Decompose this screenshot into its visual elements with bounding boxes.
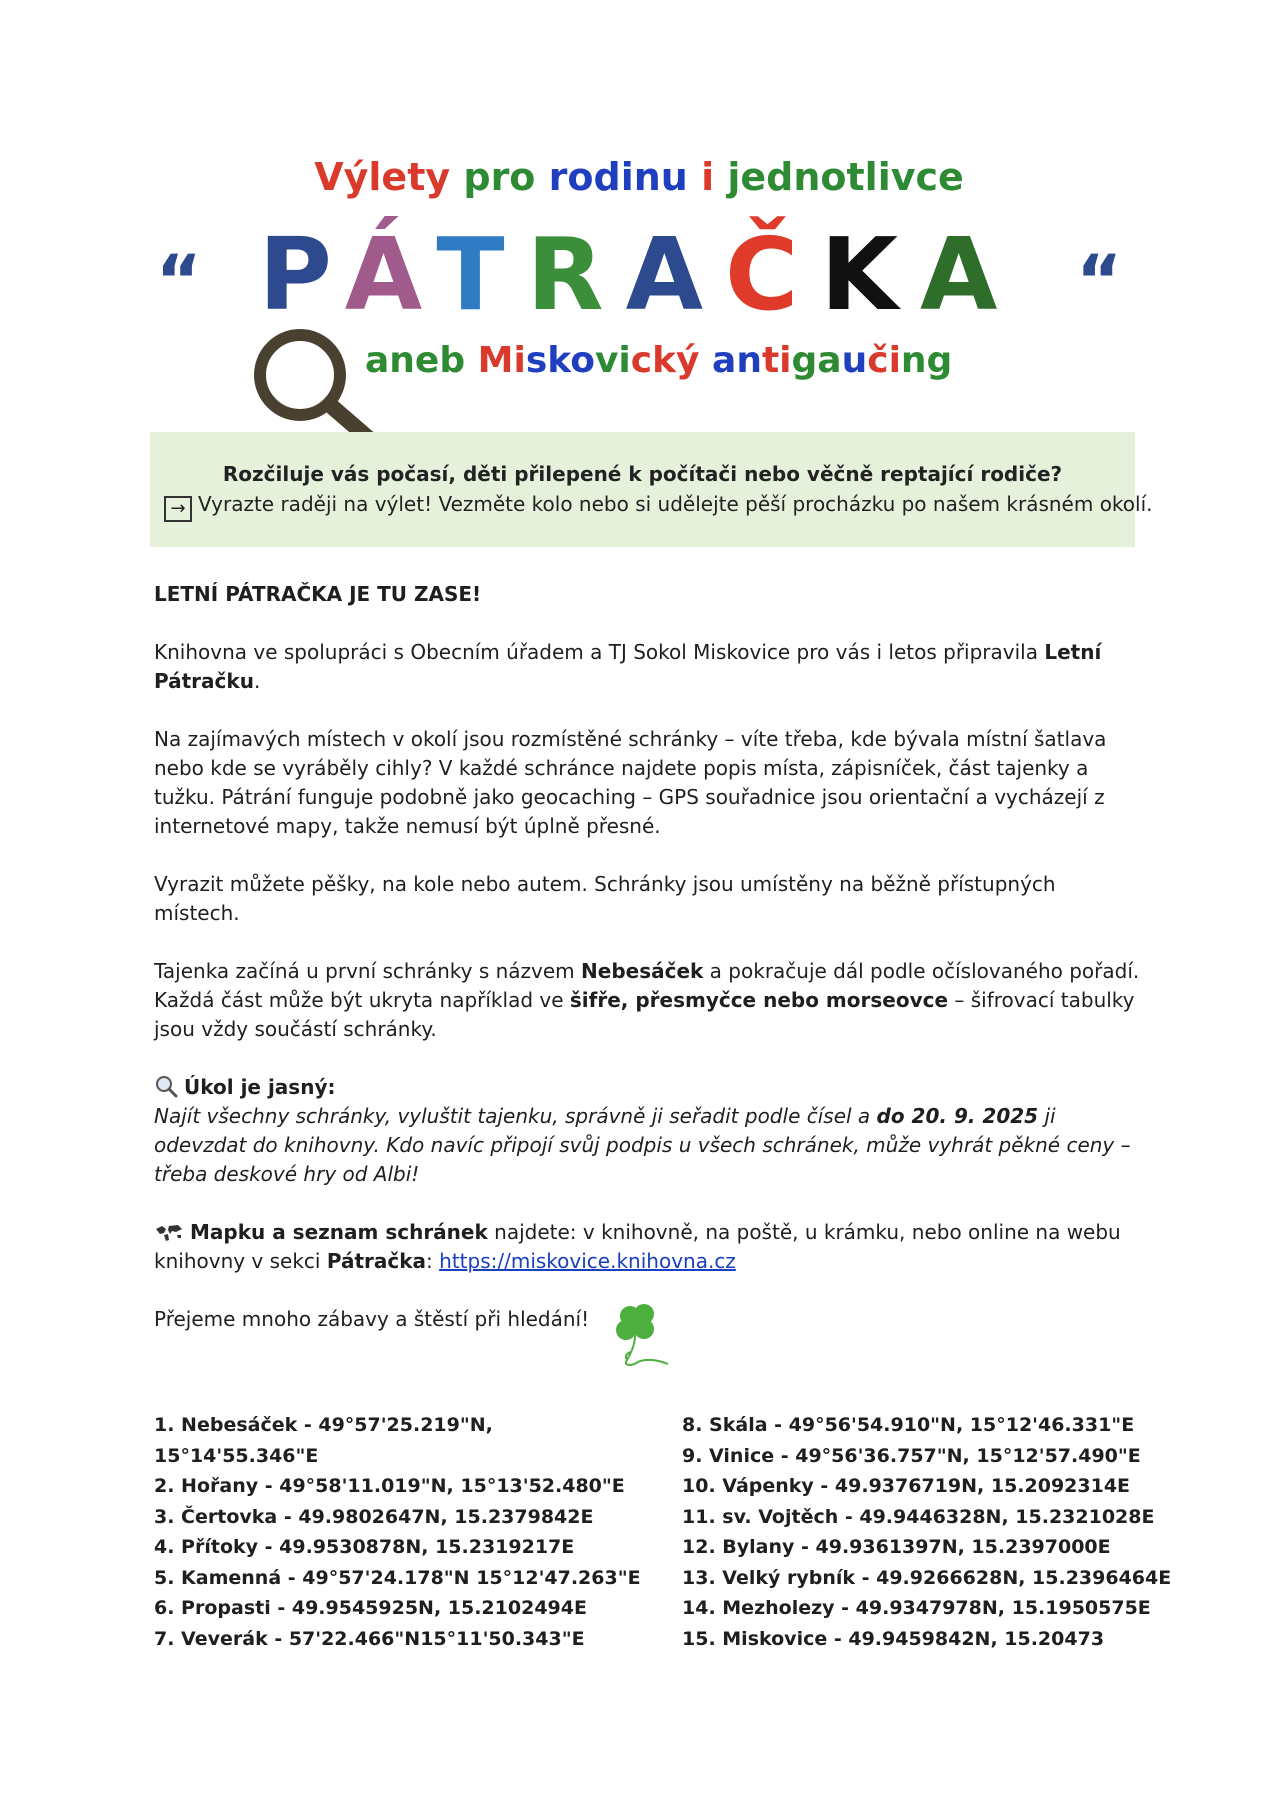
puzzle-text-c: a pokračuje dál podle očíslovaného pořadí. Každá část může být ukryta například ve [154, 959, 1140, 1012]
box-list-item: 15. Miskovice - 49.9459842N, 15.20473 [682, 1627, 1105, 1650]
paragraph-wish: Přejeme mnoho zábavy a štěstí při hledání! [154, 1307, 590, 1331]
box-list-item: 4. Přítoky - 49.9530878N, 15.2319217E [154, 1536, 575, 1558]
puzzle-text-a: Tajenka začíná u první schránky s názvem [154, 959, 582, 983]
subtitle-part: vi [594, 340, 631, 381]
paragraph-map [154, 1218, 1144, 1276]
tagline-word: jednotlivce [714, 155, 964, 199]
title-letter: Č [725, 216, 821, 333]
box-list-item: 10. Vápenky - 49.9376719N, 15.2092314E [682, 1475, 1131, 1497]
box-list-item: 11. sv. Vojtěch - 49.9446328N, 15.2321028E [682, 1505, 1155, 1528]
title-letter: Á [344, 216, 437, 333]
paragraph-boxes: Na zajímavých místech v okolí jsou rozmístěné schránky – víte třeba, kde bývala místní šatlava nebo kde se vyráběly cihly? V každé schránce najdete popis místa, zápisníček, část tajenky a tužku. Pátrání funguje podobně jako geocaching – GPS souřadnice jsou orientační a vycházejí z internetové mapy, takže nemusí být úplně přesné. [154, 727, 1107, 838]
title-letter: K [820, 216, 920, 333]
tagline-word: Výlety [314, 155, 451, 199]
subtitle-part: u [841, 340, 868, 381]
subtitle-part: ga [791, 340, 842, 381]
subtitle-part: Mi [477, 340, 526, 381]
task-description [154, 1102, 1144, 1189]
task-deadline: do 20. 9. 2025 [876, 1104, 1039, 1128]
title-letters [259, 216, 1020, 333]
banner-line [164, 492, 1153, 522]
magnifier-icon [154, 1074, 178, 1098]
title-letter: R [526, 216, 626, 333]
box-list-item: 3. Čertovka - 49.9802647N, 15.2379842E [154, 1505, 594, 1528]
box-list-item: 6. Propasti - 49.9545925N, 15.2102494E [154, 1597, 587, 1619]
box-list-item: 8. Skála - 49°56'54.910"N, 15°12'46.331"E [682, 1414, 1135, 1436]
world-map-icon [154, 1223, 184, 1243]
paragraph-travel: Vyrazit můžete pěšky, na kole nebo autem. Schránky jsou umístěny na běžně přístupných místech. [154, 872, 1056, 925]
map-bold: Mapku a seznam schránek [190, 1220, 488, 1244]
puzzle-bold-d: šifře, přesmyčce nebo morseovce [569, 988, 949, 1012]
intro-bold: Letní Pátračku [154, 640, 1102, 693]
paragraph-intro [154, 638, 1144, 696]
task-title [154, 1073, 1144, 1102]
box-list-item: 12. Bylany - 49.9361397N, 15.2397000E [682, 1536, 1111, 1558]
section-heading: LETNÍ PÁTRAČKA JE TU ZASE! [154, 582, 482, 606]
box-list-item: 13. Velký rybník - 49.9266628N, 15.2396464E [682, 1566, 1172, 1589]
subtitle-part: ti [761, 340, 792, 381]
intro-text: Knihovna ve spolupráci s Obecním úřadem a TJ Sokol Miskovice pro vás i letos připravila [154, 640, 1045, 664]
right-arrow-box-icon: → [164, 496, 192, 522]
subtitle-part: sko [525, 340, 595, 381]
intro-end: . [253, 669, 261, 693]
subtitle-part: cký [630, 340, 713, 381]
paragraph-puzzle [154, 957, 1144, 1044]
tagline-word: pro [450, 155, 536, 199]
subtitle-part: ng [900, 340, 953, 381]
map-colon: : [426, 1249, 440, 1273]
title-letter: A [625, 216, 726, 333]
banner-question: Rozčiluje vás počasí, děti přilepené k počítači nebo věčně reptající rodiče? [222, 462, 1063, 486]
task-text-c: ji odevzdat do knihovny. Kdo navíc připojí svůj podpis u všech schránek, může vyhrát pěkné ceny – třeba deskové hry od Albi! [154, 1104, 1131, 1186]
title-letter: T [436, 216, 527, 333]
box-list-item: 1. Nebesáček - 49°57'25.219"N, 15°14'55.346"E [154, 1414, 493, 1467]
task-title-text: Úkol je jasný: [184, 1075, 336, 1099]
title-close-quote: “ [1076, 240, 1123, 322]
main-content [154, 580, 1144, 1363]
boxes-list-left [154, 1410, 654, 1654]
subtitle-part: an [712, 340, 762, 381]
puzzle-bold-b: Nebesáček [581, 959, 704, 983]
box-list-item: 7. Veverák - 57'22.466"N15°11'50.343"E [154, 1627, 585, 1650]
subtitle-part: aneb [365, 340, 478, 381]
map-section-name: Pátračka [326, 1249, 427, 1273]
box-list-item: 5. Kamenná - 49°57'24.178"N 15°12'47.263"E [154, 1566, 641, 1589]
puzzle-text-e: – šifrovací tabulky jsou vždy součástí schránky. [154, 988, 1135, 1041]
banner-text: Vyrazte raději na výlet! Vezměte kolo nebo si udělejte pěší procházku po našem krásném okolí. [198, 492, 1153, 516]
box-list-item: 9. Vinice - 49°56'36.757"N, 15°12'57.490"E [682, 1444, 1141, 1467]
tagline-word: rodinu [535, 155, 688, 199]
tagline-word: i [687, 155, 715, 199]
title-open-quote: “ [155, 240, 202, 322]
box-list-item: 14. Mezholezy - 49.9347978N, 15.1950575E [682, 1597, 1151, 1619]
intro-banner [150, 432, 1153, 547]
four-leaf-clover-icon [608, 1302, 674, 1372]
task-text-a: Najít všechny schránky, vyluštit tajenku, správně ji seřadit podle čísel a [154, 1104, 877, 1128]
page-title [0, 216, 1278, 333]
title-letter: P [258, 216, 345, 333]
header-tagline [0, 155, 1278, 199]
box-list-item: 2. Hořany - 49°58'11.019"N, 15°13'52.480"E [154, 1475, 625, 1497]
page-subtitle [365, 340, 952, 381]
title-letter: A [919, 216, 1020, 333]
boxes-list-right [682, 1410, 1242, 1654]
subtitle-part: či [867, 340, 901, 381]
library-website-link[interactable]: https://miskovice.knihovna.cz [439, 1249, 736, 1273]
map-text: najdete: v knihovně, na poště, u krámku, nebo online na webu knihovny v sekci [154, 1220, 1121, 1273]
